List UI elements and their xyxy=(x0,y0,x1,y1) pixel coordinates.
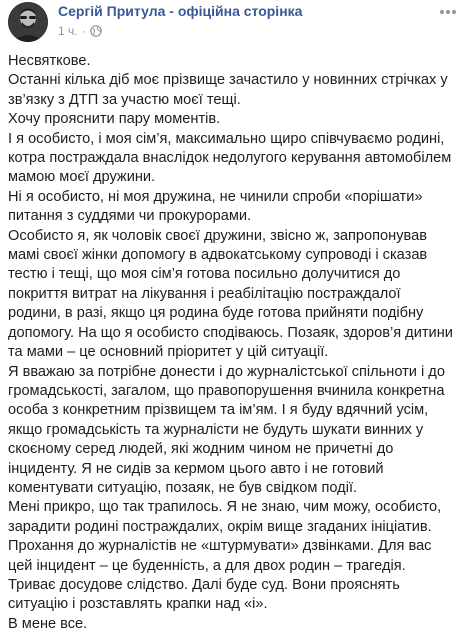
post-paragraph: В мене все. xyxy=(8,615,88,632)
post-paragraph: Я вважаю за потрібне донести і до журналістської спільноти і до громадськості, загалом, що правопорушення вчинила конкретна особа з конкретним прізвищем та ім’ям. І я буду вдячний усім, якщо громадськість та журналісти не будуть шукати винних у скоєному серед людей, які жодним чином не причетні до інциденту. Я не сидів за кермом цього авто і не готовий коментувати ситуацію, позаяк, не був свідком події. xyxy=(8,363,445,496)
page-name-link[interactable]: Сергій Притула - офіційна сторінка xyxy=(58,3,303,19)
post-paragraph: Хочу прояснити пару моментів. xyxy=(8,111,221,128)
more-options-icon[interactable] xyxy=(440,6,456,18)
post-paragraph: І я особисто, і моя сім’я, максимально щиро співчуваємо родині, котра постраждала внаслідок недолугого керування автомобілем мамою моєї дружини. xyxy=(8,130,452,186)
globe-icon[interactable] xyxy=(90,25,102,37)
post-body xyxy=(8,52,456,634)
avatar[interactable] xyxy=(8,2,48,42)
meta-separator: · xyxy=(81,24,86,38)
post-paragraph: Несвяткове. xyxy=(8,53,91,69)
post-paragraph: Особисто я, як чоловік своєї дружини, звісно ж, запропонував мамі своєї жінки допомогу в адвокатському супроводі і сказав тестю і тещі, що моя сім’я готова посильно долучитися до покриття витрат на лікування і реабілітацію постраждалої родини, в разі, якщо ця родина буде готова прийняти подібну допомогу. На що я особисто сподіваюсь. Позаяк, здоров’я дитини та мами – це основний пріоритет у цій ситуації. xyxy=(8,227,453,361)
post-timestamp[interactable]: 1 ч. xyxy=(58,24,78,38)
post-header xyxy=(8,2,458,50)
post-paragraph: Мені прикро, що так трапилось. Я не знаю, чим можу, особисто, зарадити родині постраждалих, окрім вище згаданих ініціатив. xyxy=(8,499,442,535)
post-meta xyxy=(58,24,102,38)
profile-photo xyxy=(8,2,48,42)
post-paragraph: Останні кілька діб моє прізвище зачастило у новинних стрічках у зв’язку з ДТП за участю моєї тещі. xyxy=(8,72,448,108)
post-paragraph: Ні я особисто, ні моя дружина, не чинили спроби «порішати» питання з суддями чи прокурорами. xyxy=(8,188,423,225)
post-paragraph: Прохання до журналістів не «штурмувати» дзвінками. Для вас цей інцидент – це буденність, а для двох родин – трагедія. Триває досудове слідство. Далі буде суд. Вони прояснять ситуацію і розставлять крапки над «і». xyxy=(8,538,432,613)
